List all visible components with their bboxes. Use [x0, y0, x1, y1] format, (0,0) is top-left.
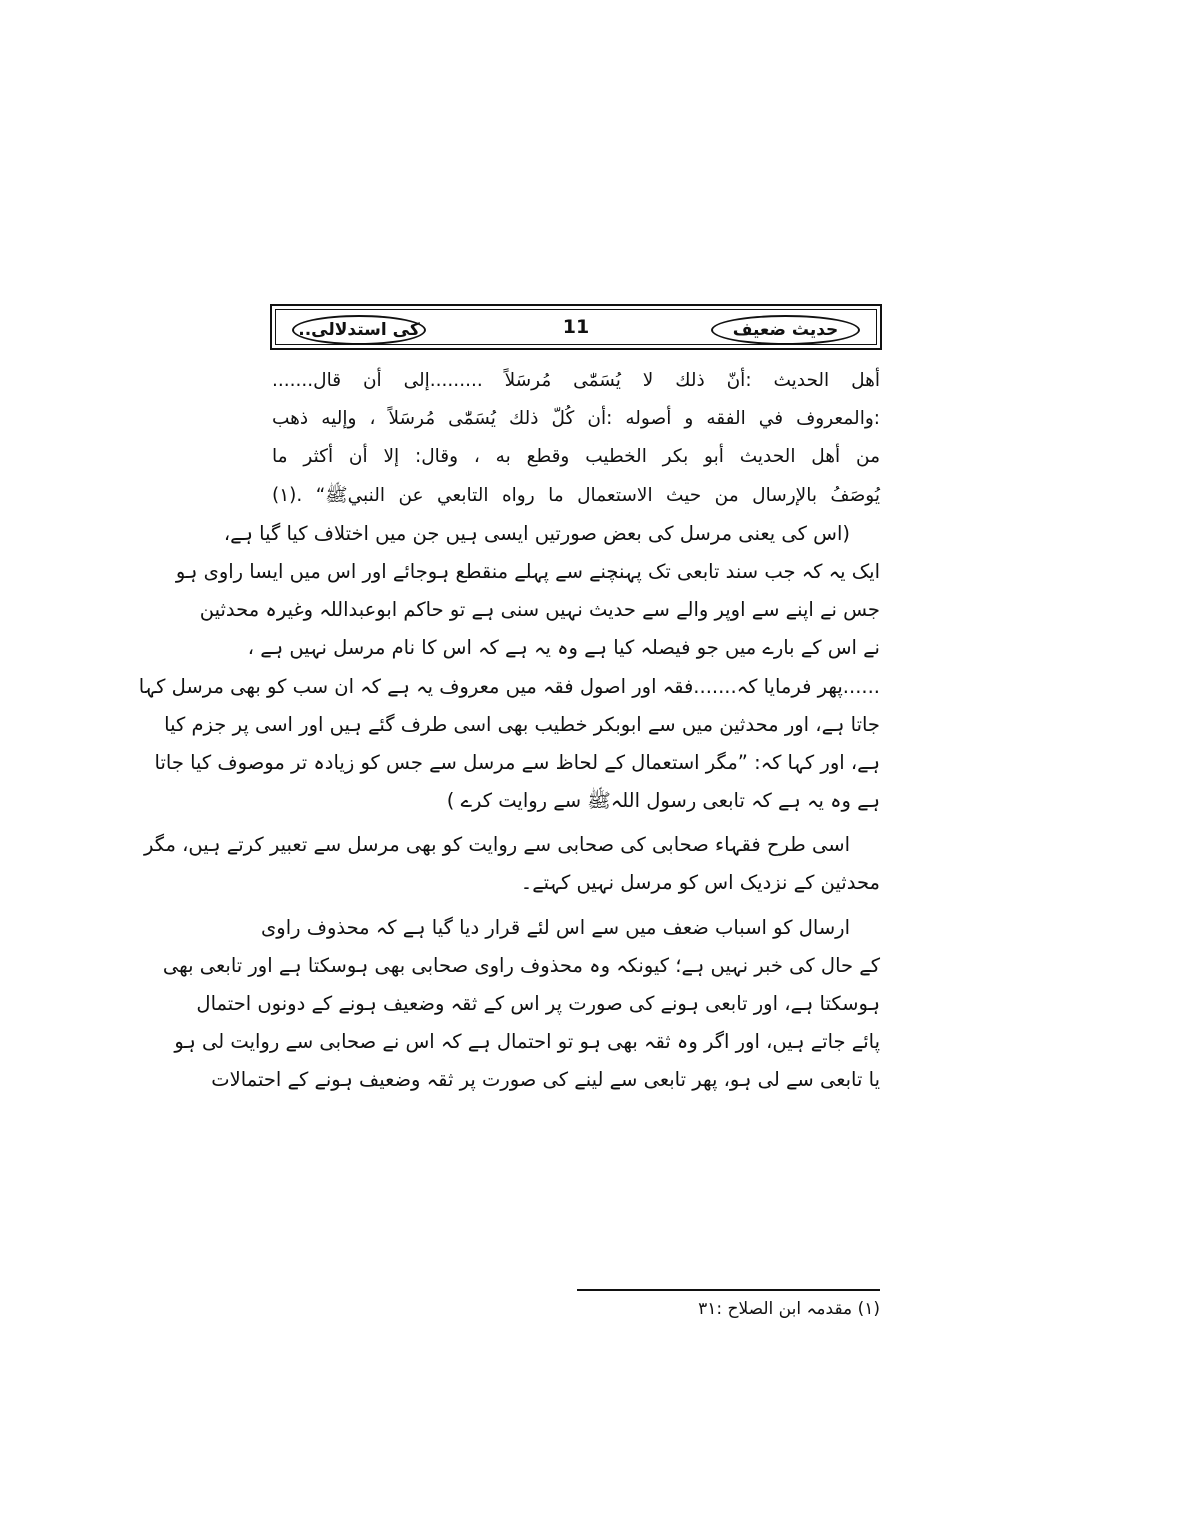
- header-left-label: کی استدلالی..: [298, 320, 420, 340]
- text-line-arabic: من أهل الحديث أبو بكر الخطيب وقطع به ، وقال: إلا أن أكثر ما: [272, 446, 880, 468]
- text-line: (اس کی یعنی مرسل کی بعض صورتیں ایسی ہیں جن میں اختلاف کیا گیا ہے،: [223, 521, 850, 545]
- text-line: ہے وہ یہ ہے کہ تابعی رسول اللہﷺ سے روایت کرے ): [446, 789, 880, 813]
- text-line: ......پھر فرمایا کہ.......فقہ اور اصول فقہ میں معروف یہ ہے کہ ان سب کو بھی مرسل کہا: [138, 674, 880, 698]
- text-line: جس نے اپنے سے اوپر والے سے حدیث نہیں سنی ہے تو حاکم ابوعبداللہ وغیرہ محدثین: [199, 598, 880, 622]
- text-line: کے حال کی خبر نہیں ہے؛ کیونکہ وہ محذوف راوی صحابی بھی ہوسکتا ہے اور تابعی بھی: [162, 953, 880, 977]
- page-header: [270, 304, 882, 350]
- header-right-label: حدیث ضعیف: [732, 320, 839, 340]
- text-line: ایک یہ کہ جب سند تابعی تک پہنچنے سے پہلے منقطع ہوجائے اور اس میں ایسا راوی ہو: [175, 559, 880, 583]
- footnote: (۱) مقدمہ ابن الصلاح :۳۱: [698, 1299, 880, 1319]
- text-line: اسی طرح فقہاء صحابی کی صحابی سے روایت کو بھی مرسل سے تعبیر کرتے ہیں، مگر: [143, 833, 850, 857]
- body-text: [138, 362, 880, 1100]
- text-line: جاتا ہے، اور محدثین میں سے ابوبکر خطیب بھی اسی طرف گئے ہیں اور اسی پر جزم کیا: [164, 712, 880, 736]
- text-line: ہے، اور کہا کہ: ”مگر استعمال کے لحاظ سے مرسل سے جس کو زیادہ تر موصوف کیا جاتا: [154, 750, 880, 774]
- text-line-arabic: يُوصَفُ بالإرسال من حيث الاستعمال ما رواه التابعي عن النبيﷺ“ .(۱): [272, 484, 880, 506]
- page-number: 11: [562, 316, 590, 338]
- footnote-divider: [577, 1289, 880, 1291]
- text-line-arabic: :والمعروف في الفقه و أصوله :أن كُلّ ذلك يُسَمّٰى مُرسَلاً ، وإليه ذهب: [272, 408, 880, 430]
- text-line: یا تابعی سے لی ہو، پھر تابعی سے لینے کی صورت پر ثقہ وضعیف ہونے کے احتمالات: [211, 1068, 880, 1092]
- text-line-arabic: أهل الحديث :أنّ ذلك لا يُسَمّٰى مُرسَلاً .........إلى أن قال.......: [272, 370, 880, 391]
- text-line: نے اس کے بارے میں جو فیصلہ کیا ہے وہ یہ ہے کہ اس کا نام مرسل نہیں ہے ،: [247, 636, 880, 660]
- text-line: پائے جاتے ہیں، اور اگر وہ ثقہ بھی ہو تو احتمال ہے کہ اس نے صحابی سے روایت لی ہو: [174, 1030, 880, 1054]
- text-line: محدثین کے نزدیک اس کو مرسل نہیں کہتے۔: [520, 871, 880, 895]
- header-right-cartouche: [711, 315, 860, 345]
- text-line: ہوسکتا ہے، اور تابعی ہونے کی صورت پر اس کے ثقہ وضعیف ہونے کے دونوں احتمال: [196, 992, 880, 1015]
- text-line: ارسال کو اسباب ضعف میں سے اس لئے قرار دیا گیا ہے کہ محذوف راوی: [261, 915, 850, 939]
